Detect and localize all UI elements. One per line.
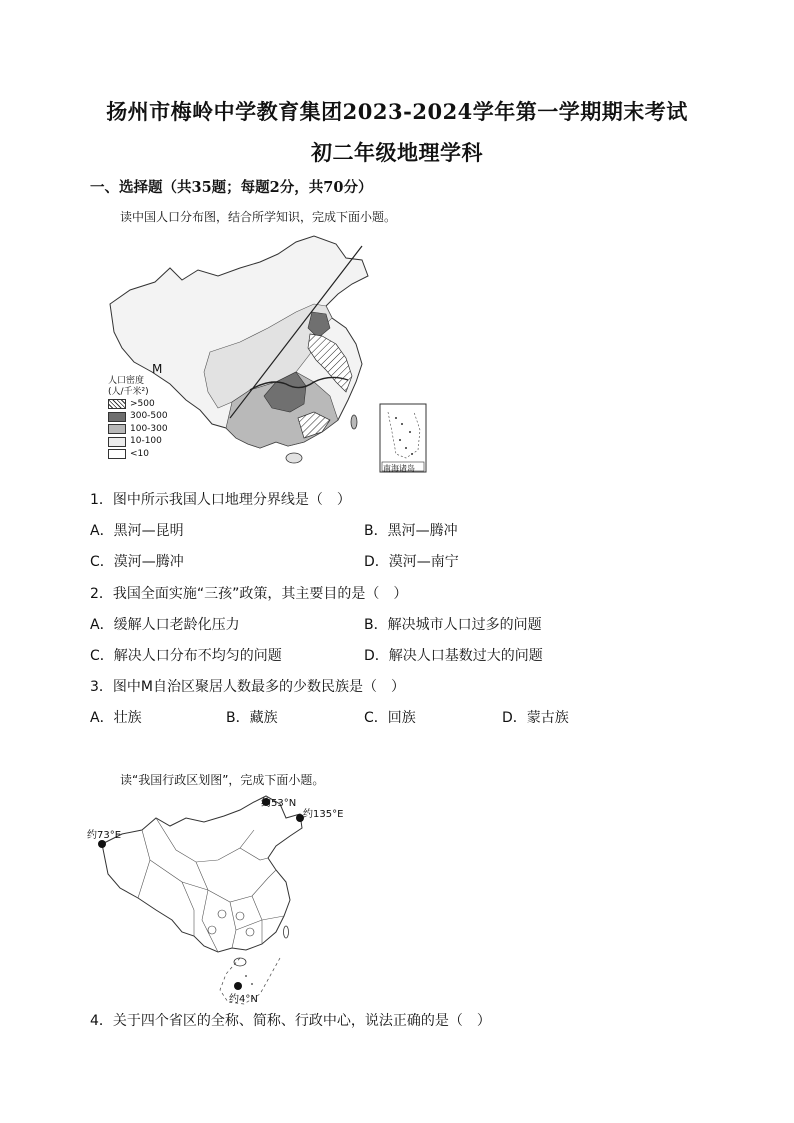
east-point-label: 约135°E (303, 809, 344, 820)
question-1-option-b: B．黑河—腾冲 (364, 523, 458, 539)
question-4-stem: 4．关于四个省区的全称、简称、行政中心，说法正确的是（ ） (90, 1013, 491, 1029)
question-3-option-c: C．回族 (364, 710, 416, 726)
legend-swatch-mid (108, 424, 126, 434)
hainan-island (286, 453, 302, 463)
south-point-label: 约4°N (229, 994, 258, 1005)
legend-item: <10 (130, 448, 149, 459)
legend-item: 100-300 (130, 423, 168, 434)
taiwan-island (351, 415, 357, 429)
inset-label: 南海诸岛 (383, 464, 415, 473)
region-m-label: M (152, 362, 163, 376)
legend-item: >500 (130, 398, 155, 409)
paper-title: 扬州市梅岭中学教育集团2023-2024学年第一学期期末考试 (106, 99, 688, 124)
question-2-option-d: D．解决人口基数过大的问题 (364, 648, 543, 664)
west-point-marker (98, 840, 106, 848)
map-legend (108, 376, 168, 461)
legend-swatch-hatch (108, 399, 126, 409)
question-2-option-c: C．解决人口分布不均匀的问题 (90, 648, 282, 664)
hainan-island-2 (234, 958, 246, 966)
question-2-stem: 2．我国全面实施“三孩”政策，其主要目的是（ ） (90, 586, 408, 602)
intro-text-1: 读中国人口分布图，结合所学知识，完成下面小题。 (120, 210, 397, 224)
section-heading: 一、选择题（共35题；每题2分，共70分） (90, 179, 373, 196)
question-2-option-a: A．缓解人口老龄化压力 (90, 617, 240, 633)
question-1-option-d: D．漠河—南宁 (364, 554, 459, 570)
paper-subtitle: 初二年级地理学科 (311, 140, 483, 165)
north-point-label: 约53°N (261, 798, 297, 809)
question-3-option-b: B．藏族 (226, 710, 278, 726)
legend-swatch-light (108, 437, 126, 447)
question-3-option-d: D．蒙古族 (502, 710, 569, 726)
west-point-label: 约73°E (87, 830, 122, 841)
question-1-stem: 1．图中所示我国人口地理分界线是（ ） (90, 492, 351, 508)
question-1-option-a: A．黑河—昆明 (90, 523, 184, 539)
taiwan-island-2 (284, 926, 289, 938)
administrative-division-map (90, 790, 360, 1005)
legend-swatch-white (108, 449, 126, 459)
legend-unit: (人/千米²) (108, 387, 149, 397)
legend-title: 人口密度 (108, 376, 145, 386)
question-3-option-a: A．壮族 (90, 710, 142, 726)
question-1-option-c: C．漠河—腾冲 (90, 554, 184, 570)
legend-item: 10-100 (130, 436, 162, 447)
question-2-option-b: B．解决城市人口过多的问题 (364, 617, 542, 633)
question-3-stem: 3．图中M自治区聚居人数最多的少数民族是（ ） (90, 679, 405, 695)
south-point-marker (234, 982, 242, 990)
legend-swatch-dark (108, 412, 126, 422)
intro-text-2: 读“我国行政区划图”，完成下面小题。 (120, 773, 325, 787)
legend-item: 300-500 (130, 411, 168, 422)
